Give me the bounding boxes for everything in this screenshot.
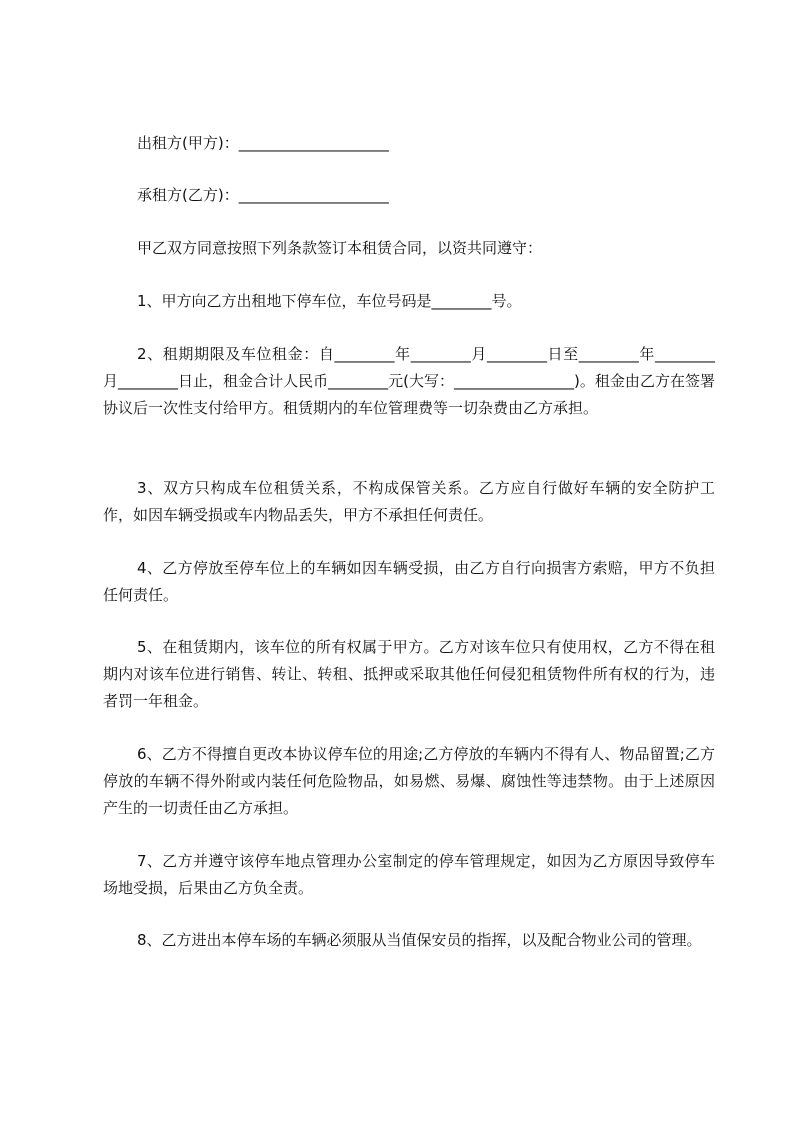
clause-8: 8、乙方进出本停车场的车辆必须服从当值保安员的指挥，以及配合物业公司的管理。 [137,931,702,949]
clause-2: 2、租期期限及车位租金：自________年________月________日至________年________月________日止，租金合计人民币________元(大写：________________)。租金由乙方在签署协议后一次性支付给甲方。租赁期内的车位管理费等一切杂费由乙方承担。 [103,345,715,417]
clause-3: 3、双方只构成车位租赁关系，不构成保管关系。乙方应自行做好车辆的安全防护工作，如因车辆受损或车内物品丢失，甲方不承担任何责任。 [103,479,715,524]
lessee-line: 承租方(乙方)：____________________ [137,186,389,204]
clause-6: 6、乙方不得擅自更改本协议停车位的用途;乙方停放的车辆内不得有人、物品留置;乙方停放的车辆不得外附或内装任何危险物品，如易燃、易爆、腐蚀性等违禁物。由于上述原因产生的一切责任由乙方承担。 [103,745,715,817]
clause-1: 1、甲方向乙方出租地下停车位，车位号码是________号。 [137,292,522,310]
clause-5: 5、在租赁期内，该车位的所有权属于甲方。乙方对该车位只有使用权，乙方不得在租期内对该车位进行销售、转让、转租、抵押或采取其他任何侵犯租赁物件所有权的行为，违者罚一年租金。 [103,638,715,710]
lessor-line: 出租方(甲方)：____________________ [137,134,389,152]
clause-7: 7、乙方并遵守该停车地点管理办公室制定的停车管理规定，如因为乙方原因导致停车场地受损，后果由乙方负全责。 [103,852,715,897]
clause-4: 4、乙方停放至停车位上的车辆如因车辆受损，由乙方自行向损害方索赔，甲方不负担任何责任。 [103,559,715,604]
intro-text: 甲乙双方同意按照下列条款签订本租赁合同，以资共同遵守： [137,239,543,257]
